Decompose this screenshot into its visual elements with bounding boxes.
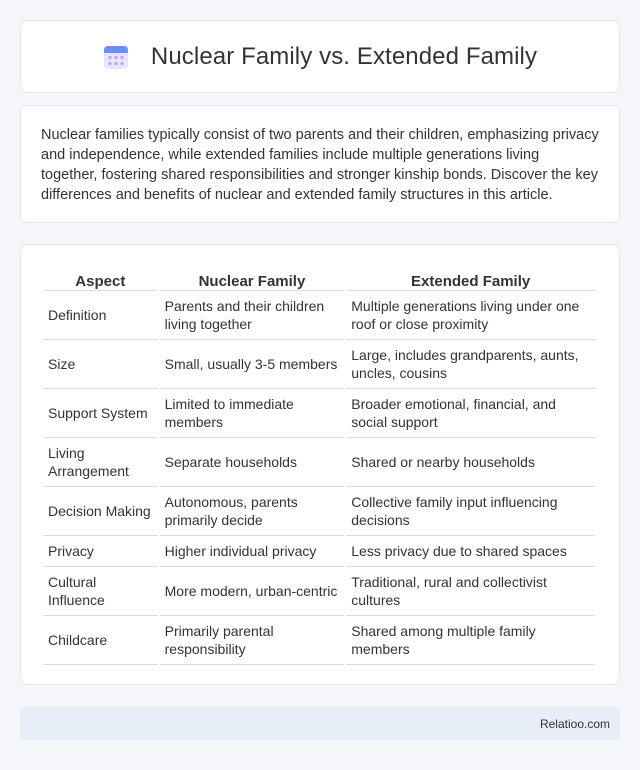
- cell-nuclear: Small, usually 3-5 members: [160, 340, 345, 389]
- cell-aspect: Size: [43, 340, 158, 389]
- cell-extended: Collective family input influencing decisions: [346, 487, 595, 536]
- comparison-table: [41, 265, 597, 665]
- page-title: Nuclear Family vs. Extended Family: [150, 42, 538, 70]
- cell-extended: Large, includes grandparents, aunts, uncles, cousins: [346, 340, 595, 389]
- cell-aspect: Support System: [43, 389, 158, 438]
- cell-extended: Shared or nearby households: [346, 438, 595, 487]
- table-row: [43, 291, 595, 340]
- table-row: [43, 616, 595, 665]
- cell-extended: Less privacy due to shared spaces: [346, 536, 595, 567]
- header-extended-family: Extended Family: [346, 265, 595, 291]
- cell-aspect: Childcare: [43, 616, 158, 665]
- cell-nuclear: Separate households: [160, 438, 345, 487]
- cell-nuclear: Autonomous, parents primarily decide: [160, 487, 345, 536]
- cell-nuclear: Higher individual privacy: [160, 536, 345, 567]
- table-row: [43, 536, 595, 567]
- cell-extended: Broader emotional, financial, and social support: [346, 389, 595, 438]
- cell-extended: Shared among multiple family members: [346, 616, 595, 665]
- comparison-table-card: [20, 244, 620, 685]
- table-row: [43, 567, 595, 616]
- calendar-icon: [103, 44, 129, 70]
- title-row: [21, 21, 619, 92]
- table-row: [43, 389, 595, 438]
- table-header-row: [43, 265, 595, 291]
- header-nuclear-family: Nuclear Family: [160, 265, 345, 291]
- cell-nuclear: More modern, urban-centric: [160, 567, 345, 616]
- cell-aspect: Cultural Influence: [43, 567, 158, 616]
- intro-paragraph: Nuclear families typically consist of two parents and their children, emphasizing privacy and independence, while extended families include multiple generations living together, fostering shared responsibilities and stronger kinship bonds. Discover the key differences and benefits of nuclear and extended family structures in this article.: [41, 127, 599, 203]
- cell-aspect: Living Arrangement: [43, 438, 158, 487]
- table-row: [43, 340, 595, 389]
- cell-extended: Multiple generations living under one roof or close proximity: [346, 291, 595, 340]
- footer-site-name: Relatioo.com: [539, 716, 610, 731]
- cell-nuclear: Primarily parental responsibility: [160, 616, 345, 665]
- cell-aspect: Decision Making: [43, 487, 158, 536]
- intro-card: [20, 105, 620, 223]
- table-row: [43, 438, 595, 487]
- cell-aspect: Privacy: [43, 536, 158, 567]
- table-row: [43, 487, 595, 536]
- title-card: [20, 20, 620, 93]
- cell-aspect: Definition: [43, 291, 158, 340]
- footer-bar: [20, 707, 620, 740]
- header-aspect: Aspect: [43, 265, 158, 291]
- cell-extended: Traditional, rural and collectivist cultures: [346, 567, 595, 616]
- cell-nuclear: Limited to immediate members: [160, 389, 345, 438]
- cell-nuclear: Parents and their children living together: [160, 291, 345, 340]
